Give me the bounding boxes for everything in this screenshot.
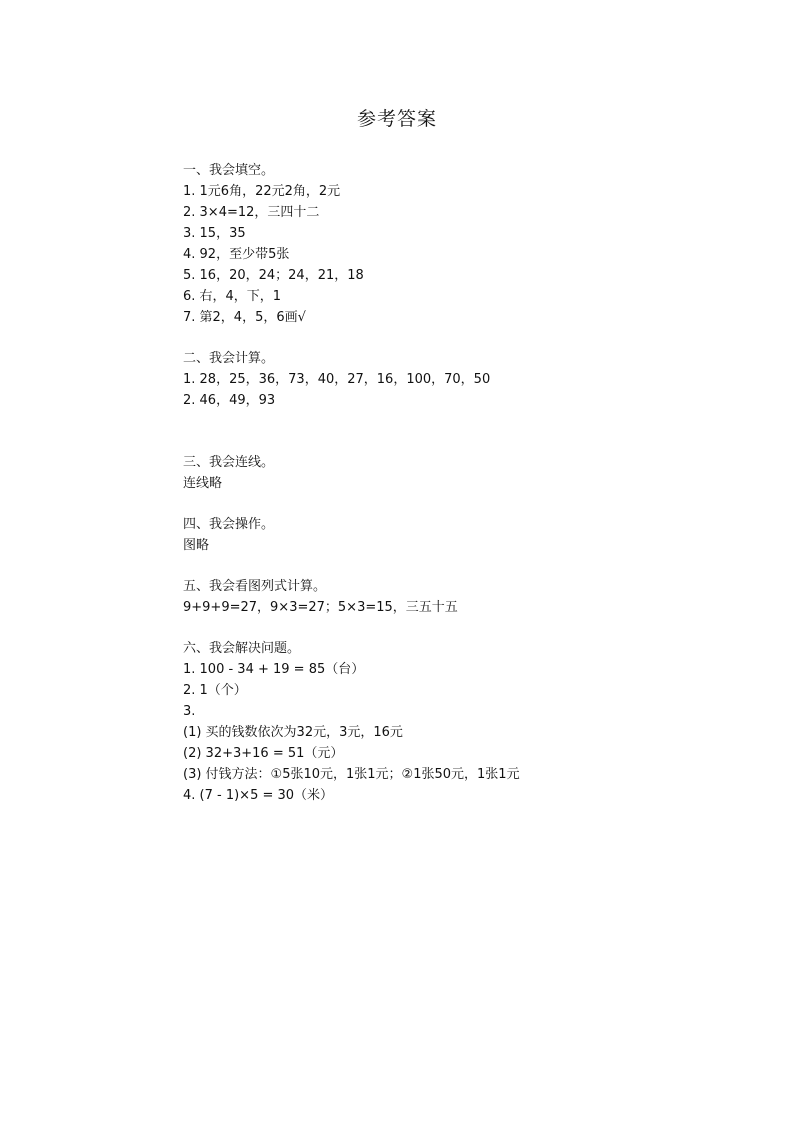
page-title: 参考答案 [356,108,437,130]
answer-line: 图略 [183,538,210,553]
section-heading: 三、我会连线。 [183,455,275,470]
section-heading: 一、我会填空。 [183,163,275,178]
spacer [183,556,703,576]
section-matching [183,452,703,494]
answer-line: 7. 第2，4，5，6画√ [183,310,306,325]
spacer [183,328,703,348]
section-heading: 五、我会看图列式计算。 [183,579,327,594]
spacer [183,618,703,638]
answer-line: 3. [183,704,196,719]
answer-line: 9+9+9=27，9×3=27；5×3=15，三五十五 [183,600,458,615]
answer-content [183,160,703,806]
spacer [183,411,703,452]
spacer [183,494,703,514]
section-problem-solving [183,638,703,806]
answer-line: 连线略 [183,476,223,491]
answer-line: (2) 32+3+16 = 51（元） [183,746,344,761]
answer-line: (1) 买的钱数依次为32元，3元，16元 [183,725,403,740]
answer-line: 2. 46，49，93 [183,393,276,408]
answer-line: 6. 右，4，下，1 [183,289,282,304]
answer-line: 2. 3×4=12，三四十二 [183,205,320,220]
answer-line: 1. 100 - 34 + 19 = 85（台） [183,662,365,677]
section-heading: 二、我会计算。 [183,351,275,366]
answer-line: 5. 16，20，24；24，21，18 [183,268,364,283]
section-operation [183,514,703,556]
answer-line: 1. 1元6角，22元2角，2元 [183,184,341,199]
section-calculation [183,348,703,411]
answer-line: (3) 付钱方法：①5张10元，1张1元；②1张50元，1张1元 [183,767,520,782]
section-heading: 六、我会解决问题。 [183,641,301,656]
section-picture-calculation [183,576,703,618]
section-heading: 四、我会操作。 [183,517,275,532]
answer-line: 1. 28，25，36，73，40，27，16，100，70，50 [183,372,491,387]
answer-line: 4. 92，至少带5张 [183,247,290,262]
answer-line: 3. 15，35 [183,226,246,241]
answer-line: 2. 1（个） [183,683,247,698]
section-fill-blank [183,160,703,328]
answer-line: 4. (7 - 1)×5 = 30（米） [183,788,334,803]
